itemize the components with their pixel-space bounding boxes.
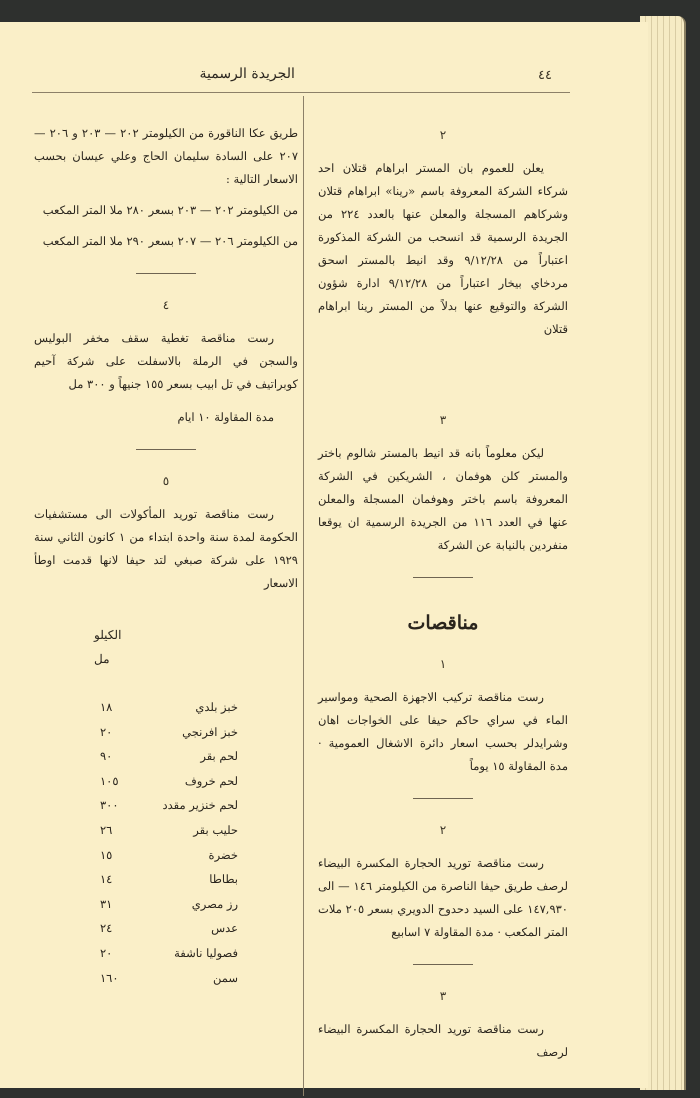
item-name: حليب بقر [193, 822, 238, 837]
item-price: ١٦٠ [100, 970, 119, 985]
notice-number: ٢ [439, 128, 447, 142]
price-line-2: من الكيلومتر ٢٠٦ — ٢٠٧ بسعر ٢٩٠ ملا المتر المكعب [42, 234, 298, 248]
notice-text: يعلن للعموم بان المستر ابراهام قتلان احد شركاء الشركة المعروفة باسم «رينا» ابراهام قتلان وشركاهم المسجلة والمعلن عنها بالعدد ٢٢٤ من الجريدة الرسمية قد انسحب من الشركة المذكورة اعتباراً من ٩/١٢/٢٨ وقد انيط بالمستر اسحق مردخاي بيخار اعتباراً من ٩/١٢/٢٨ ادارة شؤون الشركة والتوقيع عنها بدلاً من المستر رينا ابراهام قتلان [318, 161, 568, 336]
tender-5 [34, 470, 298, 990]
notice-number: ٣ [439, 413, 447, 427]
table-row [34, 818, 298, 843]
notice-text: ليكن معلوماً بانه قد انيط بالمستر شالوم باختر والمستر كلن هوفمان ، الشريكين في الشركة المعروفة باسم باختر وهوفمان المسجلة والمعلن عنها في العدد ١١٦ من الجريدة الرسمية ان يوقعا منفردين بالنيابة عن الشركة [318, 446, 569, 552]
tender-text: رست مناقصة تركيب الاجهزة الصحية ومواسير الماء في سراي حاكم حيفا على الخواجات اهان وشرايدلر بحسب اسعار دائرة الاشغال العمومية · مدة المقاولة ١٥ يوماً [318, 690, 568, 773]
tender-number: ٥ [162, 474, 170, 488]
continuation-block [34, 122, 298, 274]
item-price: ١٨ [100, 700, 113, 714]
table-row [34, 916, 298, 941]
price-line-1: من الكيلومتر ٢٠٢ — ٢٠٣ بسعر ٢٨٠ ملا المتر المكعب [42, 203, 298, 217]
tender-text: رست مناقصة توريد المأكولات الى مستشفيات الحكومة لمدة سنة واحدة ابتداء من ١ كانون الثاني سنة ١٩٢٩ على شركة صبغي لتد حيفا لانها قدمت اوطأ الاسعار [34, 507, 299, 590]
table-row [34, 720, 298, 745]
tender-number: ٢ [439, 823, 447, 837]
item-name: لحم بقر [200, 749, 238, 764]
tender-text: رست مناقصة تغطية سقف مخفر البوليس والسجن في الرملة بالاسفلت على شركة آحيم كوبراتيف في تل ابيب بسعر ١٥٥ جنيهاً و ٣٠٠ مل [34, 331, 298, 391]
separator-rule [413, 577, 473, 578]
tender-number: ٤ [162, 298, 170, 312]
notice-3 [318, 409, 568, 578]
section-title-tenders: مناقصات [407, 612, 479, 634]
tender-text: رست مناقصة توريد الحجارة المكسرة البيضاء لرصف طريق حيفا الناصرة من الكيلومتر ١٤٦ — الى ١٤٧,٩٣٠ على السيد دحدوح الدويري بسعر ٢٠٥ ملات المتر المكعب · مدة المقاولة ٧ اسابيع [318, 856, 568, 939]
item-name: خبز بلدي [195, 700, 238, 714]
item-name: خبز افرنجي [182, 724, 238, 739]
item-price: ١٥ [100, 847, 113, 862]
price-table-header [34, 623, 298, 671]
item-name: لحم خنزير مقدد [162, 798, 238, 813]
tender-2 [318, 819, 568, 965]
item-price: ٢٠ [100, 724, 113, 739]
item-name: سمن [212, 970, 238, 985]
page-header [32, 62, 570, 93]
item-price: ٢٦ [100, 822, 113, 837]
tender-4 [34, 294, 298, 450]
tender-1 [318, 653, 568, 799]
item-name: عدس [211, 921, 238, 936]
item-name: بطاطا [209, 872, 238, 887]
tender-3 [318, 985, 568, 1064]
item-price: ٢٤ [100, 921, 113, 936]
table-row [34, 843, 298, 868]
table-row [34, 744, 298, 769]
table-row [34, 793, 298, 818]
separator-rule [136, 449, 196, 450]
item-name: لحم خروف [184, 773, 238, 788]
continuation-text: طريق عكا الناقورة من الكيلومتر ٢٠٢ — ٢٠٣ و ٢٠٦ — ٢٠٧ على السادة سليمان الحاج وعلي عيسان بحسب الاسعار التالية : [34, 126, 298, 186]
right-column [318, 118, 568, 1064]
item-price: ٩٠ [100, 749, 113, 764]
running-title: الجريدة الرسمية [199, 66, 295, 82]
left-column [34, 122, 298, 990]
item-price: ١٤ [100, 872, 113, 887]
page-number: ٤٤ [538, 68, 552, 83]
item-name: خضرة [208, 847, 238, 862]
table-row [34, 892, 298, 917]
item-price: ٣٠٠ [100, 798, 119, 813]
unit-label: الكيلو [94, 628, 122, 642]
notice-2 [318, 124, 568, 341]
item-price: ١٠٥ [100, 773, 119, 788]
tender-number: ١ [439, 657, 447, 671]
table-row [34, 695, 298, 720]
separator-rule [413, 964, 473, 965]
table-row [34, 941, 298, 966]
tender-text: رست مناقصة توريد الحجارة المكسرة البيضاء لرصف [318, 1022, 568, 1059]
item-name: رز مصري [191, 896, 238, 911]
separator-rule [413, 798, 473, 799]
price-table [34, 695, 298, 990]
item-price: ٣١ [100, 896, 113, 911]
item-name: فصوليا ناشفة [174, 945, 238, 960]
table-row [34, 966, 298, 991]
tender-number: ٣ [439, 989, 447, 1003]
column-divider [303, 96, 304, 1096]
table-row [34, 867, 298, 892]
item-price: ٢٠ [100, 945, 113, 960]
currency-label: مل [94, 652, 110, 666]
separator-rule [136, 273, 196, 274]
table-row [34, 769, 298, 794]
tender-duration: مدة المقاولة ١٠ ايام [177, 410, 274, 424]
